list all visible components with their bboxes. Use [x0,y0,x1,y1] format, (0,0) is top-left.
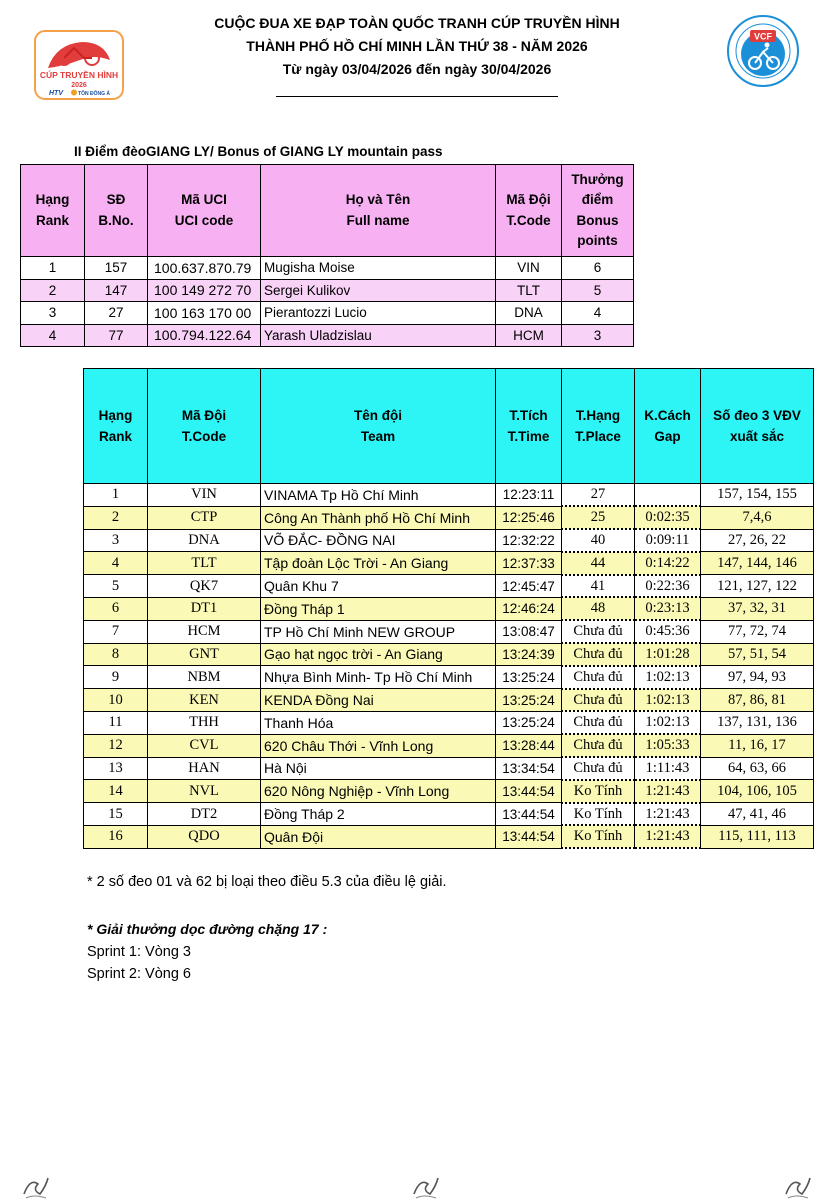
team-table-row [84,757,814,780]
bonus-section-title: II Điểm đèoGIANG LY/ Bonus of GIANG LY mountain pass [74,144,443,159]
cell-team-code: TLT [148,552,261,575]
cell-rank: 9 [84,666,148,689]
logo-text-tondonga: TÔN ĐÔNG Á [78,91,110,97]
cell-rank: 14 [84,780,148,803]
cup-logo [34,30,124,100]
cell-team-place: Chưa đủ [562,757,635,780]
cell-gap: 1:01:28 [635,643,701,666]
cell-gap [635,484,701,507]
team-table-row [84,575,814,598]
cell-gap: 0:22:36 [635,575,701,598]
cell-team-code: KEN [148,689,261,712]
cell-team-place: Chưa đủ [562,666,635,689]
cell-team-place: 41 [562,575,635,598]
cell-top-riders: 87, 86, 81 [701,689,814,712]
cell-rank: 11 [84,711,148,734]
footer-ornament-icon [410,1172,442,1202]
header-gap: K.Cách Gap [635,369,701,484]
cell-gap: 0:45:36 [635,620,701,643]
vcf-logo [726,14,800,88]
sprint-1-info: Sprint 1: Vòng 3 [87,944,191,960]
cell-team-place: 48 [562,597,635,620]
cell-total-time: 12:45:47 [496,575,562,598]
cell-team-name: TP Hồ Chí Minh NEW GROUP [261,620,496,643]
cell-team-name: 620 Châu Thới - Vĩnh Long [261,734,496,757]
cell-top-riders: 104, 106, 105 [701,780,814,803]
header-rank: Hạng Rank [21,165,85,257]
vcf-logo-graphic [726,14,800,88]
cell-total-time: 13:44:54 [496,825,562,848]
team-classification-table [83,368,814,849]
cell-rider-name: Mugisha Moise [261,257,496,280]
cell-team-code: GNT [148,643,261,666]
cell-rank: 7 [84,620,148,643]
header-title-line1: CUỘC ĐUA XE ĐẠP TOÀN QUỐC TRANH CÚP TRUYỀN HÌNH [214,15,620,31]
cell-team-place: Ko Tính [562,825,635,848]
cell-bib-number: 147 [85,279,148,302]
cell-team-place: 27 [562,484,635,507]
cell-rank: 16 [84,825,148,848]
team-table-row [84,597,814,620]
team-table-row [84,666,814,689]
cell-rank: 1 [21,257,85,280]
header-divider [276,96,558,97]
cell-total-time: 13:25:24 [496,711,562,734]
cell-team-name: VÕ ĐẮC- ĐỒNG NAI [261,529,496,552]
cell-top-riders: 11, 16, 17 [701,734,814,757]
cell-team-name: Thanh Hóa [261,711,496,734]
cell-top-riders: 157, 154, 155 [701,484,814,507]
team-table-row [84,552,814,575]
cell-team-name: Gạo hạt ngọc trời - An Giang [261,643,496,666]
team-table-row [84,734,814,757]
cell-bonus-points: 5 [562,279,634,302]
cell-uci-code: 100 163 170 00 [148,302,261,325]
cell-team-name: Nhựa Bình Minh- Tp Hồ Chí Minh [261,666,496,689]
cell-team-name: VINAMA Tp Hồ Chí Minh [261,484,496,507]
cell-gap: 1:21:43 [635,825,701,848]
header-uci-code: Mã UCI UCI code [148,165,261,257]
cell-total-time: 13:44:54 [496,780,562,803]
cell-team-place: Chưa đủ [562,643,635,666]
cell-team-code: HCM [496,324,562,347]
cell-team-code: DNA [148,529,261,552]
cell-team-code: DT1 [148,597,261,620]
team-table-header-row [84,369,814,484]
cell-top-riders: 137, 131, 136 [701,711,814,734]
cell-team-place: Ko Tính [562,803,635,826]
cell-rank: 8 [84,643,148,666]
cell-rank: 2 [21,279,85,302]
cell-rider-name: Pierantozzi Lucio [261,302,496,325]
sprint-prizes-title: * Giải thưởng dọc đường chặng 17 : [87,921,328,937]
cell-rider-name: Sergei Kulikov [261,279,496,302]
cell-gap: 0:23:13 [635,597,701,620]
cell-team-code: CTP [148,506,261,529]
team-table-row [84,484,814,507]
cell-gap: 1:02:13 [635,711,701,734]
cell-team-name: Đồng Tháp 2 [261,803,496,826]
cell-team-place: 40 [562,529,635,552]
cell-bib-number: 157 [85,257,148,280]
cell-team-code: VIN [496,257,562,280]
cell-top-riders: 64, 63, 66 [701,757,814,780]
bonus-points-table [20,164,634,347]
vcf-logo-text: VCF [754,31,772,42]
cell-rank: 6 [84,597,148,620]
cell-total-time: 12:37:33 [496,552,562,575]
cell-team-code: CVL [148,734,261,757]
cell-team-name: Hà Nội [261,757,496,780]
cell-team-name: Công An Thành phố Hồ Chí Minh [261,506,496,529]
bonus-table-row [21,302,634,325]
cell-team-place: 44 [562,552,635,575]
cell-rank: 4 [84,552,148,575]
logo-text-htv: HTV [49,90,63,97]
cell-total-time: 12:25:46 [496,506,562,529]
cell-top-riders: 97, 94, 93 [701,666,814,689]
cell-gap: 0:14:22 [635,552,701,575]
cup-logo-graphic [34,30,124,100]
cell-total-time: 13:24:39 [496,643,562,666]
cell-total-time: 13:28:44 [496,734,562,757]
cell-team-name: Quân Đội [261,825,496,848]
cell-rank: 2 [84,506,148,529]
cell-team-code: DNA [496,302,562,325]
logo-text-cup: CÚP TRUYỀN HÌNH [39,70,119,80]
cell-gap: 0:09:11 [635,529,701,552]
header-team-name: Tên đội Team [261,369,496,484]
cell-team-code: TLT [496,279,562,302]
cell-team-name: Đồng Tháp 1 [261,597,496,620]
cell-rider-name: Yarash Uladzislau [261,324,496,347]
team-table-row [84,620,814,643]
bonus-table-row [21,324,634,347]
cell-total-time: 13:25:24 [496,666,562,689]
cell-team-place: Chưa đủ [562,689,635,712]
cell-team-place: Chưa đủ [562,711,635,734]
cell-uci-code: 100.637.870.79 [148,257,261,280]
team-table-row [84,780,814,803]
cell-team-code: THH [148,711,261,734]
cell-team-code: QDO [148,825,261,848]
cell-top-riders: 57, 51, 54 [701,643,814,666]
cell-gap: 1:21:43 [635,803,701,826]
bonus-table-row [21,279,634,302]
cell-uci-code: 100.794.122.64 [148,324,261,347]
cell-total-time: 13:34:54 [496,757,562,780]
cell-team-code: NVL [148,780,261,803]
sprint-2-info: Sprint 2: Vòng 6 [87,966,191,982]
cell-gap: 1:02:13 [635,666,701,689]
header-bonus-points: Thưởng điểm Bonus points [562,165,634,257]
cell-top-riders: 37, 32, 31 [701,597,814,620]
cell-top-riders: 121, 127, 122 [701,575,814,598]
cell-team-place: 25 [562,506,635,529]
cell-uci-code: 100 149 272 70 [148,279,261,302]
cell-team-code: HAN [148,757,261,780]
cell-total-time: 12:23:11 [496,484,562,507]
cell-rank: 13 [84,757,148,780]
header-title-line2: THÀNH PHỐ HỒ CHÍ MINH LẦN THỨ 38 - NĂM 2026 [246,38,588,54]
cell-team-code: VIN [148,484,261,507]
cell-total-time: 13:25:24 [496,689,562,712]
cell-rank: 4 [21,324,85,347]
footer-ornament-icon [782,1172,814,1202]
team-table-row [84,689,814,712]
cell-gap: 1:11:43 [635,757,701,780]
cell-rank: 3 [84,529,148,552]
cell-rank: 3 [21,302,85,325]
header-total-time: T.Tích T.Time [496,369,562,484]
cell-bib-number: 77 [85,324,148,347]
cell-team-code: NBM [148,666,261,689]
header-rank: Hạng Rank [84,369,148,484]
cell-bonus-points: 4 [562,302,634,325]
cell-total-time: 13:44:54 [496,803,562,826]
cell-top-riders: 77, 72, 74 [701,620,814,643]
team-table-row [84,825,814,848]
cell-team-name: Tập đoàn Lộc Trời - An Giang [261,552,496,575]
cell-gap: 1:02:13 [635,689,701,712]
team-table-row [84,711,814,734]
bonus-table-header-row [21,165,634,257]
cell-gap: 1:21:43 [635,780,701,803]
disqualification-note: * 2 số đeo 01 và 62 bị loại theo điều 5.3 của điều lệ giải. [87,874,447,890]
cell-team-place: Chưa đủ [562,734,635,757]
cell-rank: 15 [84,803,148,826]
header-team-place: T.Hạng T.Place [562,369,635,484]
header-date-range: Từ ngày 03/04/2026 đến ngày 30/04/2026 [282,61,552,77]
cell-top-riders: 7,4,6 [701,506,814,529]
cell-rank: 1 [84,484,148,507]
cell-team-name: Quân Khu 7 [261,575,496,598]
header-bib-number: SĐ B.No. [85,165,148,257]
cell-team-code: DT2 [148,803,261,826]
cell-gap: 0:02:35 [635,506,701,529]
cell-total-time: 12:32:22 [496,529,562,552]
cell-gap: 1:05:33 [635,734,701,757]
cell-bib-number: 27 [85,302,148,325]
cell-top-riders: 47, 41, 46 [701,803,814,826]
cell-total-time: 13:08:47 [496,620,562,643]
cell-team-name: KENDA Đồng Nai [261,689,496,712]
cell-team-name: 620 Nông Nghiệp - Vĩnh Long [261,780,496,803]
cell-bonus-points: 3 [562,324,634,347]
cell-bonus-points: 6 [562,257,634,280]
document-header [150,12,684,81]
header-full-name: Họ và Tên Full name [261,165,496,257]
bonus-table-row [21,257,634,280]
cell-top-riders: 147, 144, 146 [701,552,814,575]
team-table-row [84,643,814,666]
team-table-row [84,506,814,529]
footer-ornament-icon [20,1172,52,1202]
logo-text-year: 2026 [71,82,87,89]
cell-team-place: Chưa đủ [562,620,635,643]
cell-rank: 10 [84,689,148,712]
header-top-riders: Số đeo 3 VĐV xuất sắc [701,369,814,484]
cell-top-riders: 115, 111, 113 [701,825,814,848]
header-team-code: Mã Đội T.Code [148,369,261,484]
team-table-row [84,803,814,826]
header-team-code: Mã Đội T.Code [496,165,562,257]
cell-rank: 12 [84,734,148,757]
cell-team-place: Ko Tính [562,780,635,803]
cell-total-time: 12:46:24 [496,597,562,620]
cell-team-code: QK7 [148,575,261,598]
cell-top-riders: 27, 26, 22 [701,529,814,552]
cell-rank: 5 [84,575,148,598]
team-table-row [84,529,814,552]
cell-team-code: HCM [148,620,261,643]
